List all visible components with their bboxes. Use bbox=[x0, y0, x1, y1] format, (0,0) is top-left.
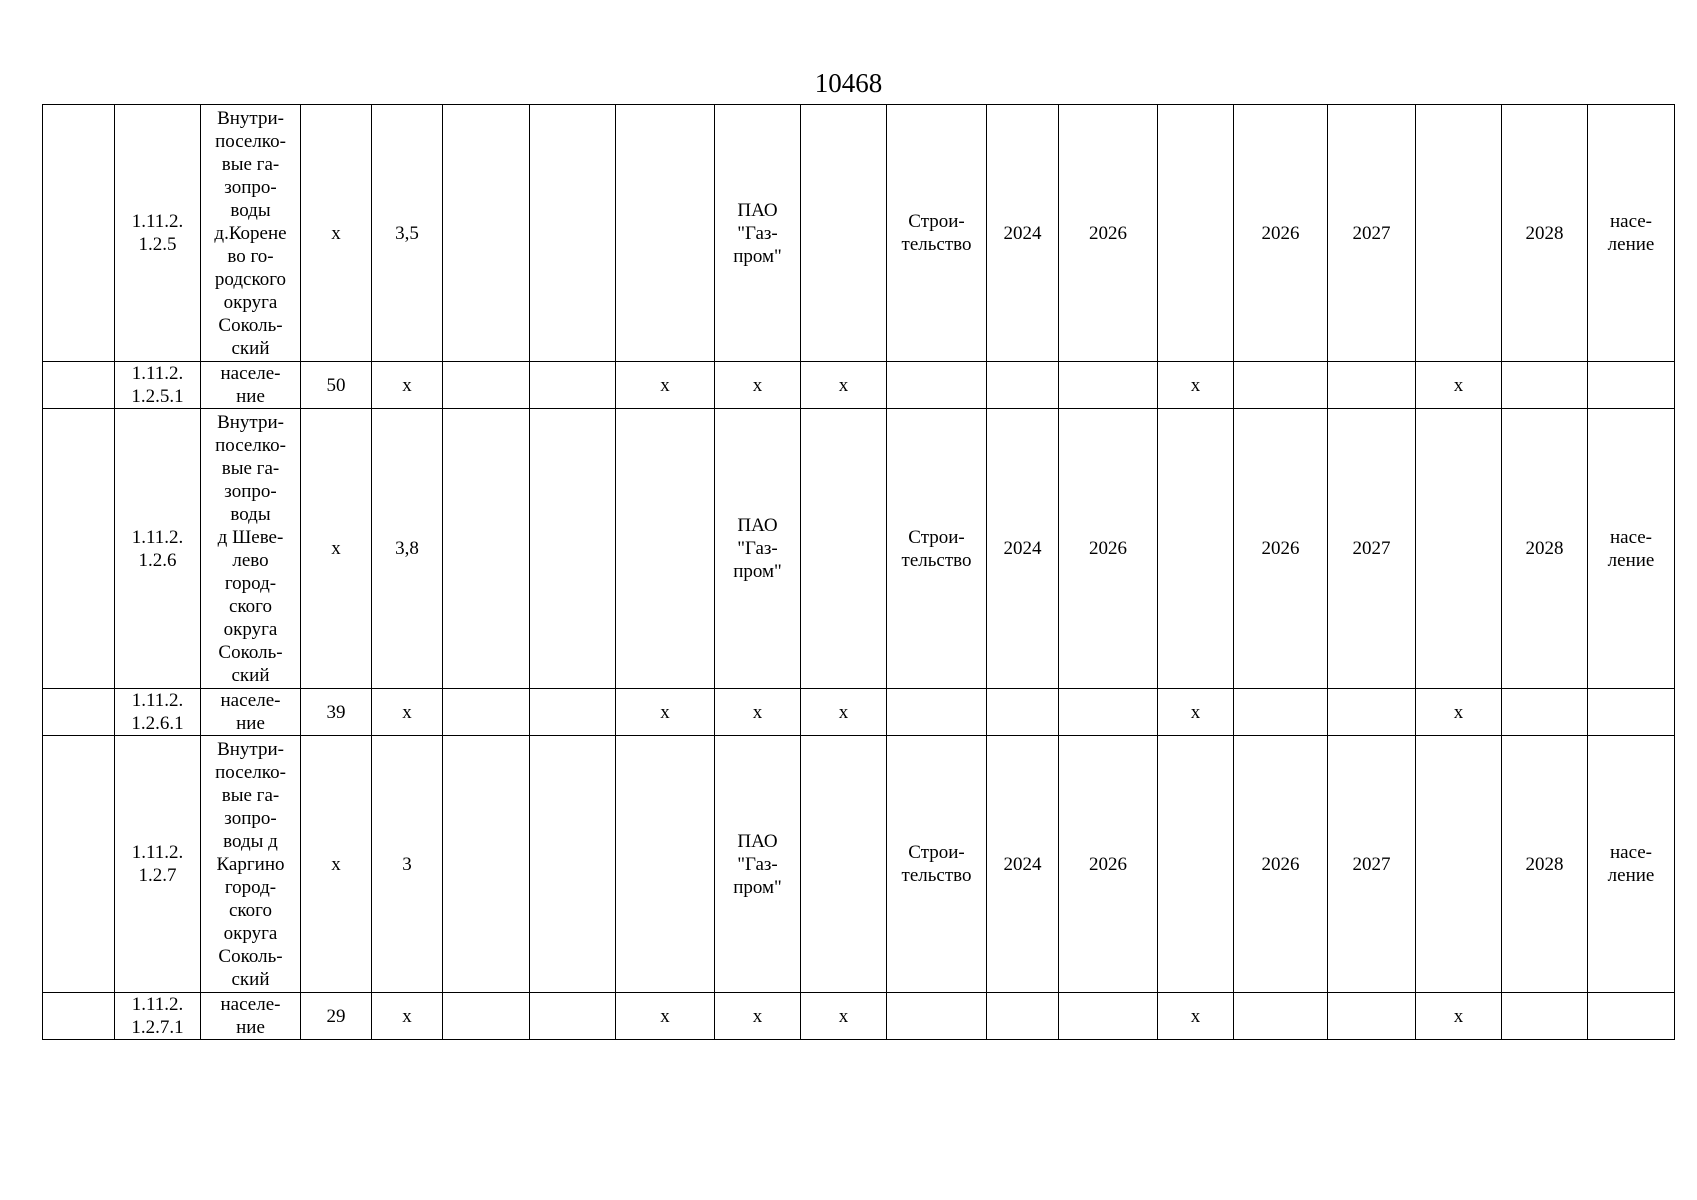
cell-year-col-16 bbox=[1328, 689, 1416, 736]
cell-end-year: 2026 bbox=[1059, 736, 1158, 993]
cell-owner: х bbox=[715, 993, 801, 1040]
cell-end-year bbox=[1059, 362, 1158, 409]
cell-value-col-10 bbox=[801, 105, 887, 362]
cell-value-col-8: х bbox=[616, 689, 715, 736]
cell-value-col-4: х bbox=[301, 736, 372, 993]
cell-object-name: Внутри- поселко- вые га- зопро- воды д Каргино город- ского округа Соколь- ский bbox=[201, 736, 301, 993]
cell-year-col-18: 2028 bbox=[1502, 736, 1588, 993]
cell-object-code: 1.11.2. 1.2.5 bbox=[115, 105, 201, 362]
cell-start-year bbox=[987, 993, 1059, 1040]
cell-value-col-7 bbox=[530, 105, 616, 362]
cell-value-col-6 bbox=[443, 409, 530, 689]
page-number: 10468 bbox=[814, 68, 883, 98]
cell-value-col-5: 3 bbox=[372, 736, 443, 993]
cell-value-col-6 bbox=[443, 736, 530, 993]
cell-year-col-16 bbox=[1328, 993, 1416, 1040]
cell-object-name: Внутри- поселко- вые га- зопро- воды д Шеве- лево город- ского округа Соколь- ский bbox=[201, 409, 301, 689]
cell-consumer: насе- ление bbox=[1588, 409, 1675, 689]
cell-value-col-4: х bbox=[301, 105, 372, 362]
cell-year-col-18: 2028 bbox=[1502, 409, 1588, 689]
cell-value-col-14 bbox=[1158, 105, 1234, 362]
cell-value-col-14: х bbox=[1158, 689, 1234, 736]
cell-end-year bbox=[1059, 689, 1158, 736]
cell-row-number bbox=[43, 409, 115, 689]
cell-value-col-6 bbox=[443, 689, 530, 736]
cell-value-col-7 bbox=[530, 736, 616, 993]
cell-value-col-6 bbox=[443, 105, 530, 362]
cell-year-col-18 bbox=[1502, 362, 1588, 409]
table-row bbox=[43, 736, 1675, 993]
cell-row-number bbox=[43, 993, 115, 1040]
cell-year-col-16: 2027 bbox=[1328, 736, 1416, 993]
cell-value-col-7 bbox=[530, 993, 616, 1040]
cell-value-col-14: х bbox=[1158, 362, 1234, 409]
cell-object-code: 1.11.2. 1.2.5.1 bbox=[115, 362, 201, 409]
cell-consumer bbox=[1588, 993, 1675, 1040]
cell-value-col-17: х bbox=[1416, 689, 1502, 736]
cell-value-col-8 bbox=[616, 409, 715, 689]
cell-object-name: населе- ние bbox=[201, 993, 301, 1040]
cell-object-name: населе- ние bbox=[201, 689, 301, 736]
cell-value-col-17 bbox=[1416, 105, 1502, 362]
cell-object-name: Внутри- поселко- вые га- зопро- воды д.Корене во го- родского округа Соколь- ский bbox=[201, 105, 301, 362]
cell-year-col-18: 2028 bbox=[1502, 105, 1588, 362]
cell-value-col-14 bbox=[1158, 409, 1234, 689]
cell-year-col-15: 2026 bbox=[1234, 105, 1328, 362]
cell-value-col-10: х bbox=[801, 362, 887, 409]
cell-row-number bbox=[43, 105, 115, 362]
cell-row-number bbox=[43, 736, 115, 993]
cell-value-col-7 bbox=[530, 689, 616, 736]
cell-value-col-17 bbox=[1416, 409, 1502, 689]
cell-object-code: 1.11.2. 1.2.6.1 bbox=[115, 689, 201, 736]
cell-value-col-5: х bbox=[372, 993, 443, 1040]
table-body bbox=[43, 105, 1675, 1040]
cell-year-col-16: 2027 bbox=[1328, 105, 1416, 362]
cell-consumer bbox=[1588, 689, 1675, 736]
cell-year-col-16 bbox=[1328, 362, 1416, 409]
cell-value-col-14: х bbox=[1158, 993, 1234, 1040]
cell-value-col-4: х bbox=[301, 409, 372, 689]
cell-consumer bbox=[1588, 362, 1675, 409]
cell-value-col-10 bbox=[801, 736, 887, 993]
cell-start-year bbox=[987, 689, 1059, 736]
cell-value-col-5: х bbox=[372, 689, 443, 736]
cell-work-type: Строи- тельство bbox=[887, 736, 987, 993]
cell-work-type bbox=[887, 993, 987, 1040]
cell-year-col-15: 2026 bbox=[1234, 409, 1328, 689]
subtable-row bbox=[43, 689, 1675, 736]
cell-start-year bbox=[987, 362, 1059, 409]
cell-consumer: насе- ление bbox=[1588, 736, 1675, 993]
cell-owner: ПАО "Газ- пром" bbox=[715, 736, 801, 993]
investment-table bbox=[42, 104, 1675, 1040]
cell-value-col-5: 3,8 bbox=[372, 409, 443, 689]
cell-year-col-18 bbox=[1502, 993, 1588, 1040]
cell-consumer: насе- ление bbox=[1588, 105, 1675, 362]
cell-owner: ПАО "Газ- пром" bbox=[715, 105, 801, 362]
cell-value-col-5: 3,5 bbox=[372, 105, 443, 362]
cell-object-code: 1.11.2. 1.2.7 bbox=[115, 736, 201, 993]
cell-year-col-15: 2026 bbox=[1234, 736, 1328, 993]
cell-year-col-15 bbox=[1234, 362, 1328, 409]
table-row bbox=[43, 105, 1675, 362]
cell-value-col-6 bbox=[443, 362, 530, 409]
cell-owner: х bbox=[715, 362, 801, 409]
cell-value-col-4: 50 bbox=[301, 362, 372, 409]
table-row bbox=[43, 409, 1675, 689]
cell-value-col-17: х bbox=[1416, 362, 1502, 409]
cell-value-col-8: х bbox=[616, 993, 715, 1040]
cell-work-type bbox=[887, 362, 987, 409]
cell-row-number bbox=[43, 689, 115, 736]
cell-year-col-15 bbox=[1234, 689, 1328, 736]
cell-value-col-10 bbox=[801, 409, 887, 689]
cell-end-year: 2026 bbox=[1059, 105, 1158, 362]
cell-value-col-8 bbox=[616, 105, 715, 362]
cell-value-col-4: 29 bbox=[301, 993, 372, 1040]
cell-value-col-10: х bbox=[801, 689, 887, 736]
cell-value-col-7 bbox=[530, 409, 616, 689]
cell-value-col-4: 39 bbox=[301, 689, 372, 736]
cell-end-year: 2026 bbox=[1059, 409, 1158, 689]
cell-row-number bbox=[43, 362, 115, 409]
subtable-row bbox=[43, 993, 1675, 1040]
cell-value-col-17: х bbox=[1416, 993, 1502, 1040]
cell-work-type bbox=[887, 689, 987, 736]
cell-value-col-17 bbox=[1416, 736, 1502, 993]
cell-object-code: 1.11.2. 1.2.6 bbox=[115, 409, 201, 689]
cell-value-col-7 bbox=[530, 362, 616, 409]
cell-end-year bbox=[1059, 993, 1158, 1040]
cell-year-col-18 bbox=[1502, 689, 1588, 736]
cell-year-col-16: 2027 bbox=[1328, 409, 1416, 689]
cell-start-year: 2024 bbox=[987, 736, 1059, 993]
cell-value-col-14 bbox=[1158, 736, 1234, 993]
cell-value-col-5: х bbox=[372, 362, 443, 409]
cell-value-col-6 bbox=[443, 993, 530, 1040]
cell-owner: х bbox=[715, 689, 801, 736]
cell-owner: ПАО "Газ- пром" bbox=[715, 409, 801, 689]
cell-object-code: 1.11.2. 1.2.7.1 bbox=[115, 993, 201, 1040]
cell-value-col-8: х bbox=[616, 362, 715, 409]
cell-start-year: 2024 bbox=[987, 409, 1059, 689]
cell-year-col-15 bbox=[1234, 993, 1328, 1040]
cell-value-col-10: х bbox=[801, 993, 887, 1040]
cell-object-name: населе- ние bbox=[201, 362, 301, 409]
cell-work-type: Строи- тельство bbox=[887, 105, 987, 362]
cell-start-year: 2024 bbox=[987, 105, 1059, 362]
subtable-row bbox=[43, 362, 1675, 409]
cell-work-type: Строи- тельство bbox=[887, 409, 987, 689]
cell-value-col-8 bbox=[616, 736, 715, 993]
